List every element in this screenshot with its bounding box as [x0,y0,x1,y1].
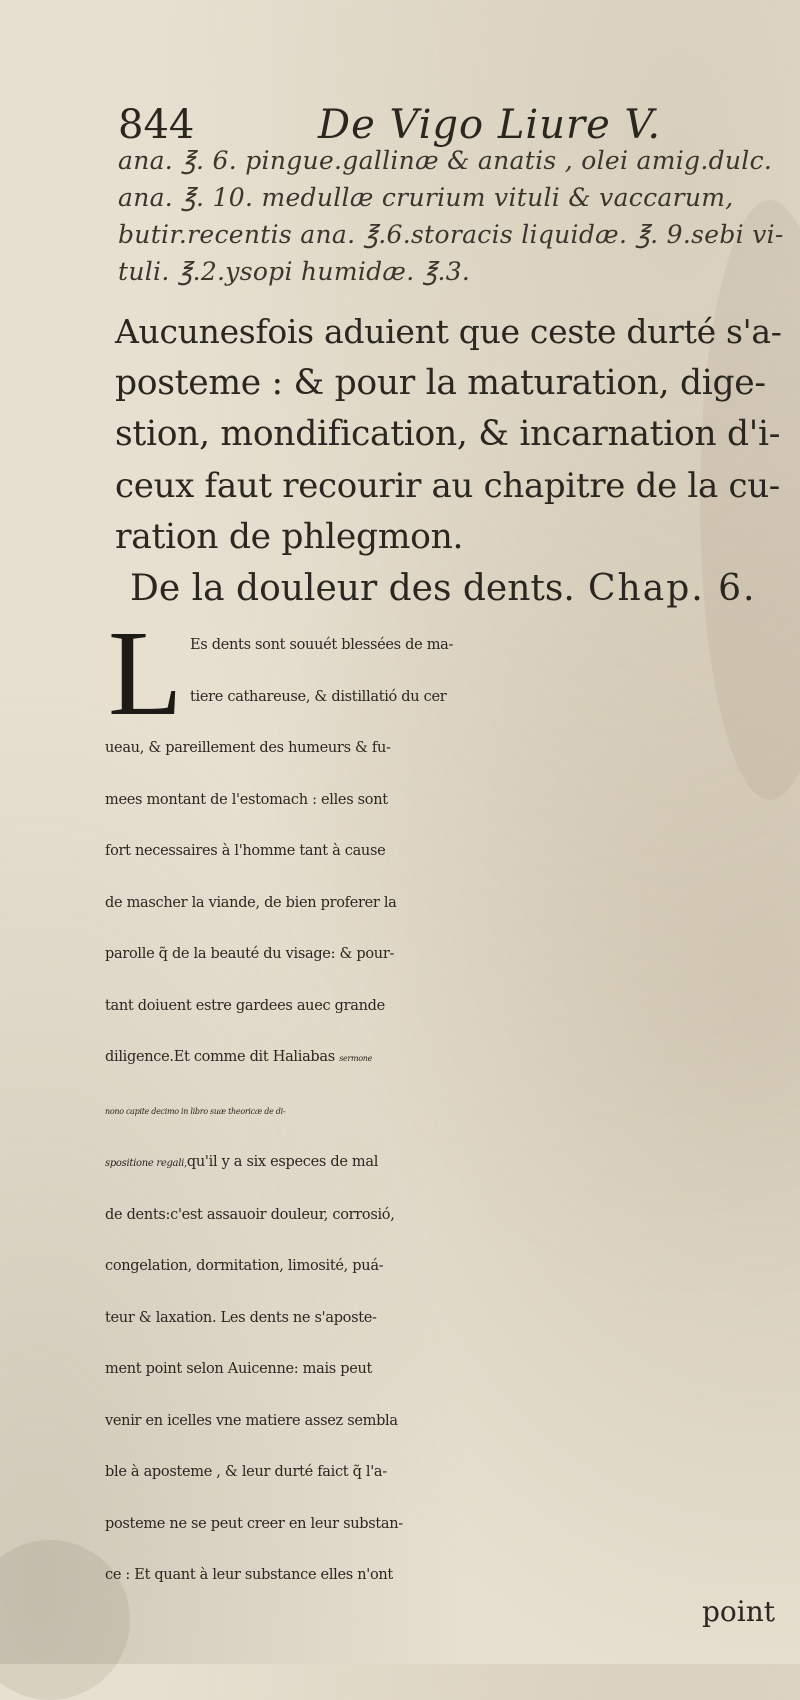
text-line [105,826,795,878]
line-text: ble à aposteme , & leur durté faict q̃ l'a- [105,1464,387,1480]
text-line [105,1032,795,1085]
line-text: fort necessaires à l'homme tant à cause [105,843,386,859]
line-text: Es dents sont souuét blessées de ma- [190,637,454,653]
chapter-heading [130,562,790,616]
text-line [105,1293,795,1345]
text-line [105,929,795,981]
drop-cap: L [108,606,183,741]
chapter-body [105,606,795,1602]
text-line: Aucunesfois aduient que ceste durté s'a- [115,312,782,351]
recipe-line: tuli. ℥.2.ysopi humidæ. ℥.3. [118,257,471,286]
text-line: ceux faut recourir au chapitre de la cu- [115,465,780,506]
chapter-number: Chap. 6. [588,568,757,609]
recipe-line: ana. ℥. 6. pingue.gallinæ & anatis , olei amig.dulc. [118,146,773,175]
text-line [105,672,795,724]
text-line [105,1499,795,1551]
line-text: ce : Et quant à leur substance elles n'ont [105,1567,393,1583]
recipe-block [118,142,784,290]
line-italic: nono capite decimo in libro suæ theoricæ de di- [105,1106,286,1116]
text-line [105,620,795,672]
text-line: ration de phlegmon. [115,517,464,557]
folio-number: 844 [118,102,195,148]
text-line [105,1137,795,1190]
catchword: point [702,1595,776,1628]
line-text: tant doiuent estre gardees auec grande [105,997,385,1014]
chapter-title: De la douleur des dents. [130,568,575,609]
text-line: stion, mondification, & incarnation d'i- [115,414,781,454]
line-text: de dents:c'est assauoir douleur, corrosió, [105,1206,395,1223]
line-text: ment point selon Auicenne: mais peut [105,1361,373,1377]
line-text: diligence.Et comme dit Haliabas [105,1049,340,1065]
line-text: teur & laxation. Les dents ne s'aposte- [105,1309,377,1326]
text-line [105,1447,795,1499]
text-line: posteme : & pour la maturation, dige- [115,362,766,403]
line-text: ueau, & pareillement des humeurs & fu- [105,740,391,756]
text-line [105,1396,795,1448]
line-text: de mascher la viande, de bien proferer la [105,894,397,911]
text-line [105,1241,795,1293]
text-line [105,1085,795,1138]
text-line [105,723,795,775]
line-italic: spositione regali, [105,1158,187,1169]
line-text: tiere cathareuse, & distillatió du cer [190,688,447,705]
line-italic: sermone [339,1054,373,1063]
running-title: De Vigo Liure V. [318,102,662,148]
line-text: venir en icelles vne matiere assez sembla [105,1412,398,1429]
paragraph [115,306,785,564]
line-text: parolle q̃ de la beauté du visage: & pour- [105,946,395,962]
line-text: qu'il y a six especes de mal [186,1154,379,1170]
line-text: posteme ne se peut creer en leur substan- [105,1515,403,1532]
text-line [105,1550,795,1602]
recipe-line: ana. ℥. 10. medullæ crurium vituli & vaccarum, [118,183,734,212]
line-text: congelation, dormitation, limosité, puá- [105,1258,384,1274]
text-line [105,1344,795,1396]
recipe-line: butir.recentis ana. ℥.6.storacis liquidæ. ℥. 9.sebi vi- [118,220,784,249]
text-line [105,878,795,930]
text-line [105,1190,795,1242]
line-text: mees montant de l'estomach : elles sont [105,791,388,808]
text-line [105,775,795,827]
text-line [105,981,795,1033]
